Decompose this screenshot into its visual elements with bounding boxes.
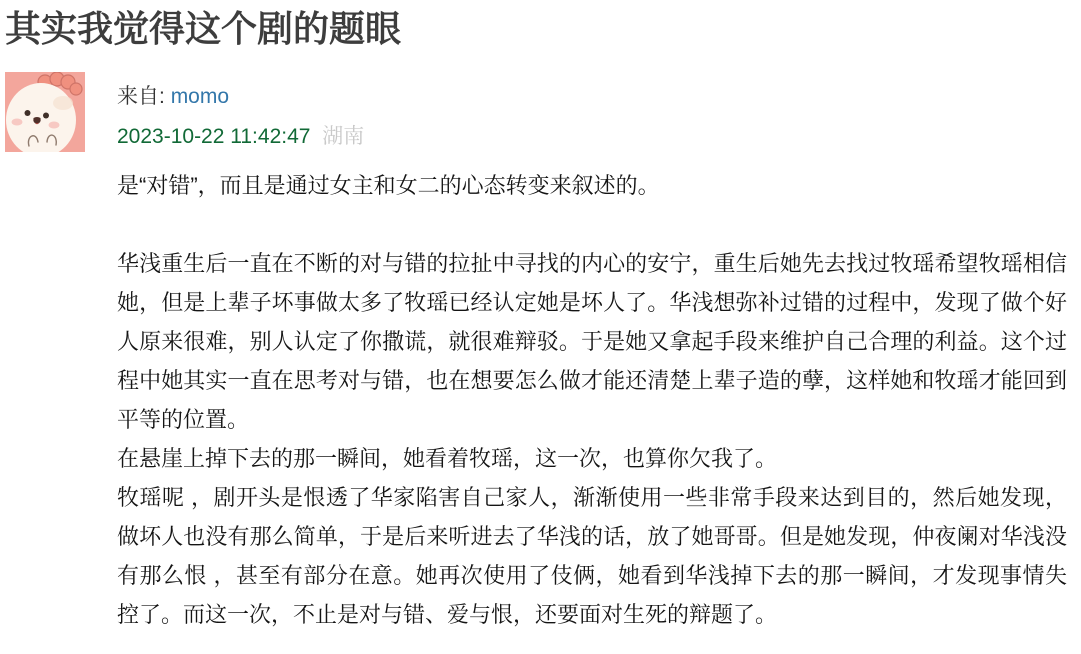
post-body bbox=[117, 166, 1067, 634]
location-badge: 湖南 bbox=[322, 125, 365, 148]
timestamp: 2023-10-22 11:42:47 bbox=[117, 125, 311, 148]
post-container bbox=[5, 72, 1067, 634]
post-paragraph: 华浅重生后一直在不断的对与错的拉扯中寻找的内心的安宁，重生后她先去找过牧瑶希望牧瑶相信她，但是上辈子坏事做太多了牧瑶已经认定她是坏人了。华浅想弥补过错的过程中，发现了做个好人原来很难，别人认定了你撒谎，就很难辩驳。于是她又拿起手段来维护自己合理的利益。这个过程中她其实一直在思考对与错，也在想要怎么做才能还清楚上辈子造的孽，这样她和牧瑶才能回到平等的位置。 bbox=[117, 251, 1067, 432]
avatar[interactable] bbox=[5, 72, 85, 152]
time-line bbox=[117, 122, 1067, 152]
post-paragraph: 牧瑶呢 ，剧开头是恨透了华家陷害自己家人，渐渐使用一些非常手段来达到目的，然后她发现，做坏人也没有那么简单，于是后来听进去了华浅的话，放了她哥哥。但是她发现，仲夜阑对华浅没有那么恨 ，甚至有部分在意。她再次使用了伎俩，她看到华浅掉下去的那一瞬间，才发现事情失控了。而这一次，不止是对与错、爱与恨，还要面对生死的辩题了。 bbox=[117, 485, 1067, 627]
post-content bbox=[117, 72, 1067, 634]
author-label: 来自: bbox=[117, 85, 165, 108]
avatar-image bbox=[5, 72, 85, 152]
post-title: 其实我觉得这个剧的题眼 bbox=[5, 8, 402, 49]
post-paragraph: 在悬崖上掉下去的那一瞬间，她看着牧瑶，这一次，也算你欠我了。 bbox=[117, 446, 778, 471]
forum-post-page bbox=[0, 2, 1081, 634]
post-paragraph: 是“对错”，而且是通过女主和女二的心态转变来叙述的。 bbox=[117, 173, 660, 198]
author-link[interactable]: momo bbox=[170, 85, 230, 108]
author-line bbox=[117, 82, 1067, 112]
